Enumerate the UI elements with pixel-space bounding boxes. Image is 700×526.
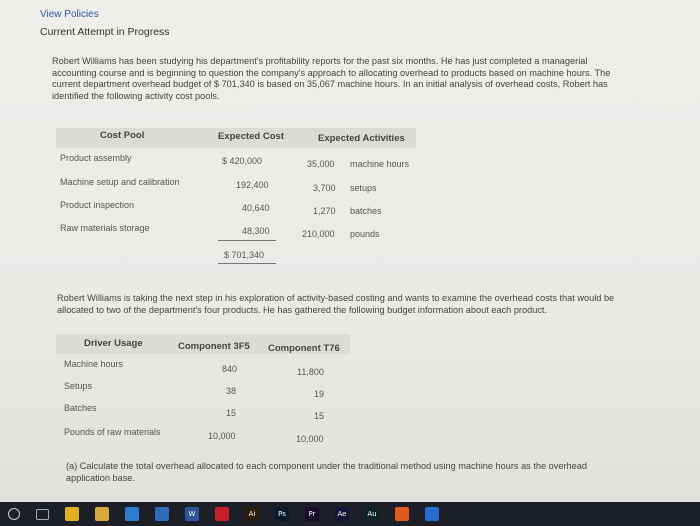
total-double-rule bbox=[218, 263, 276, 264]
acrobat-icon[interactable] bbox=[215, 507, 229, 521]
after-effects-icon[interactable]: Ae bbox=[335, 507, 349, 521]
attempt-status: Current Attempt in Progress bbox=[40, 26, 170, 38]
file-explorer-icon[interactable] bbox=[95, 507, 109, 521]
edge-icon[interactable] bbox=[125, 507, 139, 521]
driver-3f5-value: 840 bbox=[222, 364, 238, 374]
pool-cost: $ 420,000 bbox=[222, 156, 263, 166]
app-blue-icon[interactable] bbox=[425, 507, 439, 521]
header-component-3f5: Component 3F5 bbox=[178, 341, 250, 352]
pool-quantity: 210,000 bbox=[302, 229, 335, 239]
premiere-icon[interactable]: Pr bbox=[305, 507, 319, 521]
driver-name: Machine hours bbox=[64, 359, 124, 369]
driver-t76-value: 19 bbox=[314, 389, 325, 399]
header-driver-usage: Driver Usage bbox=[84, 338, 143, 349]
total-rule bbox=[218, 240, 276, 241]
intro-paragraph: Robert Williams has been studying his department's profitability reports for the past six months. He has just completed a managerial accounting course and is beginning to question the company's approach to allocating overhead to products based on machine hours. The current department overhead budget of $ 701,340 is based on 35,067 machine hours. In an initial analysis of overhead costs, Robert has identified the following activity cost pools. bbox=[52, 56, 611, 101]
pool-unit: pounds bbox=[350, 229, 380, 239]
pool-cost: 48,300 bbox=[242, 226, 270, 236]
mail-icon[interactable] bbox=[155, 507, 169, 521]
task-view-icon[interactable] bbox=[36, 509, 49, 520]
view-policies-link[interactable]: View Policies bbox=[40, 9, 99, 20]
app-orange-icon[interactable] bbox=[395, 507, 409, 521]
header-component-t76: Component T76 bbox=[268, 343, 340, 354]
question-text: (a) Calculate the total overhead allocated to each component under the traditional method using machine hours as the overhead application base. bbox=[66, 461, 587, 483]
pool-unit: batches bbox=[350, 206, 382, 216]
pool-unit: setups bbox=[350, 183, 377, 193]
driver-3f5-value: 38 bbox=[226, 386, 237, 396]
pool-name: Product assembly bbox=[60, 153, 132, 163]
pool-quantity: 1,270 bbox=[313, 206, 336, 216]
taskbar bbox=[0, 502, 700, 526]
pool-total: $ 701,340 bbox=[224, 250, 265, 260]
photoshop-icon[interactable]: Ps bbox=[275, 507, 289, 521]
windows-start-icon[interactable] bbox=[8, 508, 20, 520]
pool-quantity: 35,000 bbox=[307, 159, 335, 169]
driver-3f5-value: 10,000 bbox=[208, 431, 236, 441]
chrome-icon[interactable] bbox=[65, 507, 79, 521]
header-expected-activities: Expected Activities bbox=[318, 133, 405, 144]
pool-cost: 192,400 bbox=[236, 180, 269, 190]
driver-t76-value: 10,000 bbox=[296, 434, 324, 444]
pool-cost: 40,640 bbox=[242, 203, 270, 213]
illustrator-icon[interactable]: Ai bbox=[245, 507, 259, 521]
audition-icon[interactable]: Au bbox=[365, 507, 379, 521]
header-cost-pool: Cost Pool bbox=[100, 130, 145, 141]
header-expected-cost: Expected Cost bbox=[218, 131, 284, 142]
driver-t76-value: 11,800 bbox=[297, 367, 324, 377]
driver-name: Setups bbox=[64, 381, 93, 391]
second-paragraph: Robert Williams is taking the next step in his exploration of activity-based costing and wants to examine the overhead costs that would be allocated to two of the department's four products. He has gathered the following budget information about each product. bbox=[57, 293, 615, 315]
driver-3f5-value: 15 bbox=[226, 408, 237, 418]
pool-quantity: 3,700 bbox=[313, 183, 336, 193]
pool-unit: machine hours bbox=[350, 159, 410, 169]
driver-name: Batches bbox=[64, 403, 97, 413]
driver-name: Pounds of raw materials bbox=[64, 427, 161, 437]
word-icon[interactable]: W bbox=[185, 507, 199, 521]
pool-name: Product inspection bbox=[60, 200, 135, 210]
pool-name: Machine setup and calibration bbox=[60, 177, 180, 187]
pool-name: Raw materials storage bbox=[60, 223, 150, 233]
driver-t76-value: 15 bbox=[314, 411, 325, 421]
